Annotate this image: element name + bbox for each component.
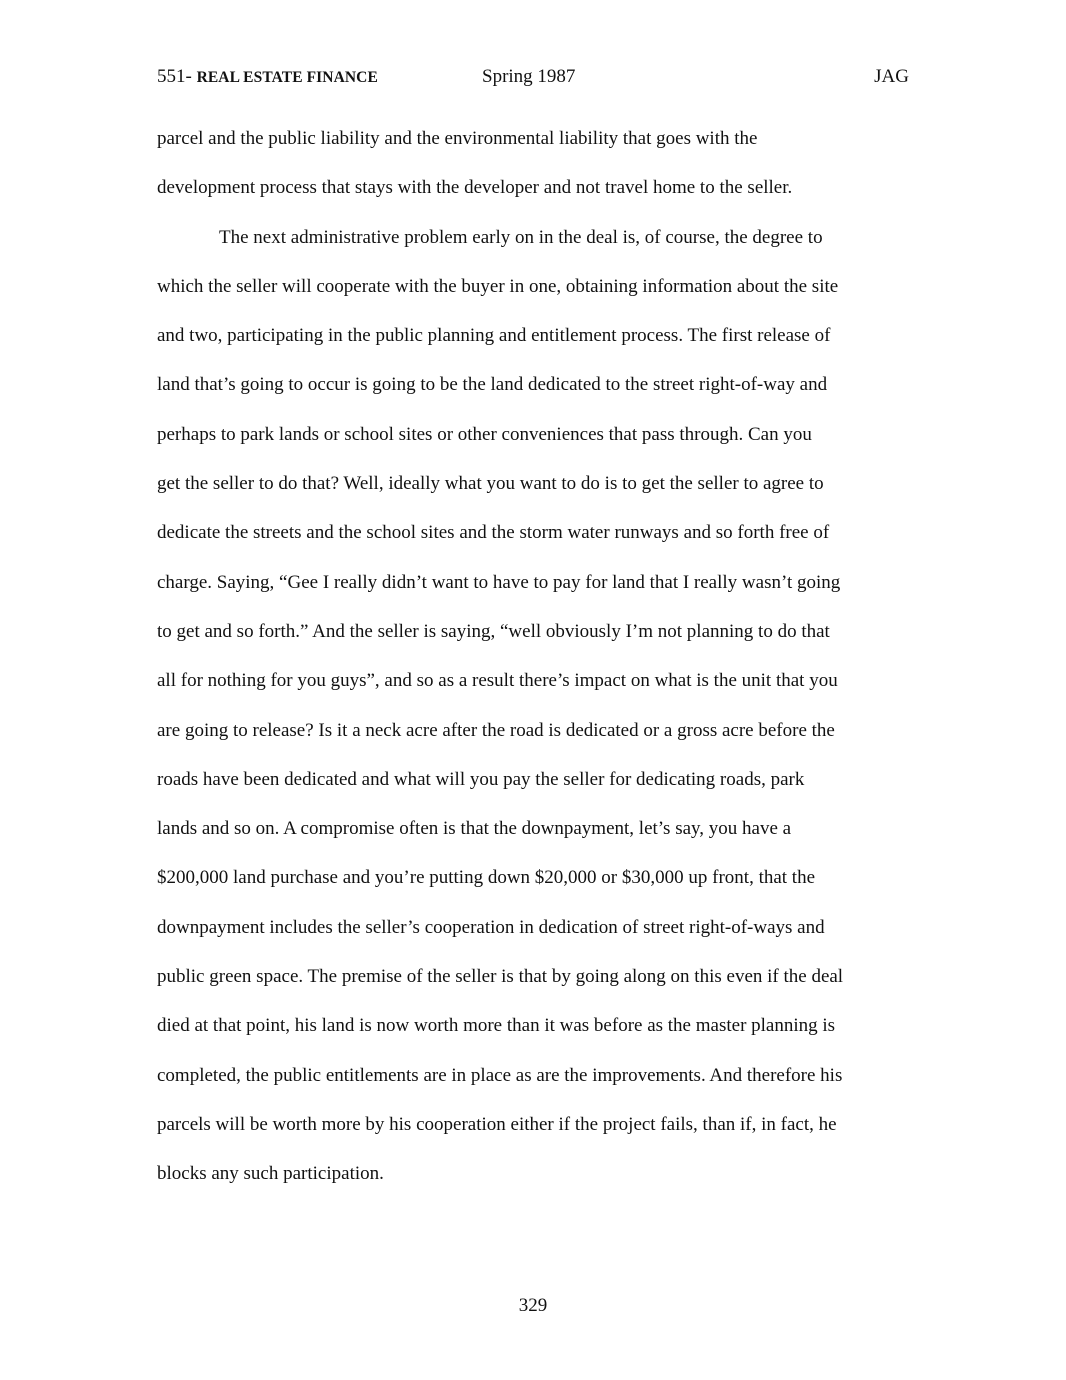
text-line: which the seller will cooperate with the buyer in one, obtaining information about the site bbox=[157, 275, 839, 297]
text-line: development process that stays with the developer and not travel home to the seller. bbox=[157, 177, 793, 199]
text-line: parcel and the public liability and the environmental liability that goes with the bbox=[157, 128, 758, 149]
author-initials: JAG bbox=[874, 66, 909, 87]
text-line: died at that point, his land is now worth more than it was before as the master planning is bbox=[157, 1015, 836, 1037]
text-line: parcels will be worth more by his cooperation either if the project fails, than if, in fact, he bbox=[157, 1113, 837, 1135]
text-line: to get and so forth.” And the seller is saying, “well obviously I’m not planning to do that bbox=[157, 620, 830, 642]
text-line: downpayment includes the seller’s cooperation in dedication of street right-of-ways and bbox=[157, 916, 825, 938]
course-number: 551- bbox=[157, 66, 192, 87]
text-line: public green space. The premise of the seller is that by going along on this even if the deal bbox=[157, 966, 844, 988]
paragraph-first-line: The next administrative problem early on in the deal is, of course, the degree to bbox=[219, 226, 823, 248]
text-line: get the seller to do that? Well, ideally what you want to do is to get the seller to agree to bbox=[157, 473, 824, 495]
term-label: Spring 1987 bbox=[482, 66, 576, 87]
transcript-body bbox=[157, 119, 909, 1204]
course-title: REAL ESTATE FINANCE bbox=[196, 69, 378, 86]
text-line: are going to release? Is it a neck acre after the road is dedicated or a gross acre before the bbox=[157, 719, 835, 741]
text-line: and two, participating in the public planning and entitlement process. The first release of bbox=[157, 325, 831, 347]
page-header bbox=[157, 64, 909, 90]
text-line: $200,000 land purchase and you’re putting down $20,000 or $30,000 up front, that the bbox=[157, 867, 816, 889]
text-line: lands and so on. A compromise often is that the downpayment, let’s say, you have a bbox=[157, 818, 792, 840]
text-line: charge. Saying, “Gee I really didn’t want to have to pay for land that I really wasn’t going bbox=[157, 571, 841, 593]
text-line: all for nothing for you guys”, and so as a result there’s impact on what is the unit that you bbox=[157, 670, 838, 692]
page-number: 329 bbox=[518, 1295, 548, 1316]
text-line: completed, the public entitlements are in place as are the improvements. And therefore his bbox=[157, 1064, 843, 1086]
text-line: perhaps to park lands or school sites or other conveniences that pass through. Can you bbox=[157, 423, 812, 445]
course-label bbox=[157, 64, 378, 91]
text-line: blocks any such participation. bbox=[157, 1163, 384, 1185]
text-line: land that’s going to occur is going to be the land dedicated to the street right-of-way and bbox=[157, 374, 828, 396]
text-line: roads have been dedicated and what will you pay the seller for dedicating roads, park bbox=[157, 768, 805, 790]
text-line: dedicate the streets and the school sites and the storm water runways and so forth free of bbox=[157, 522, 830, 544]
